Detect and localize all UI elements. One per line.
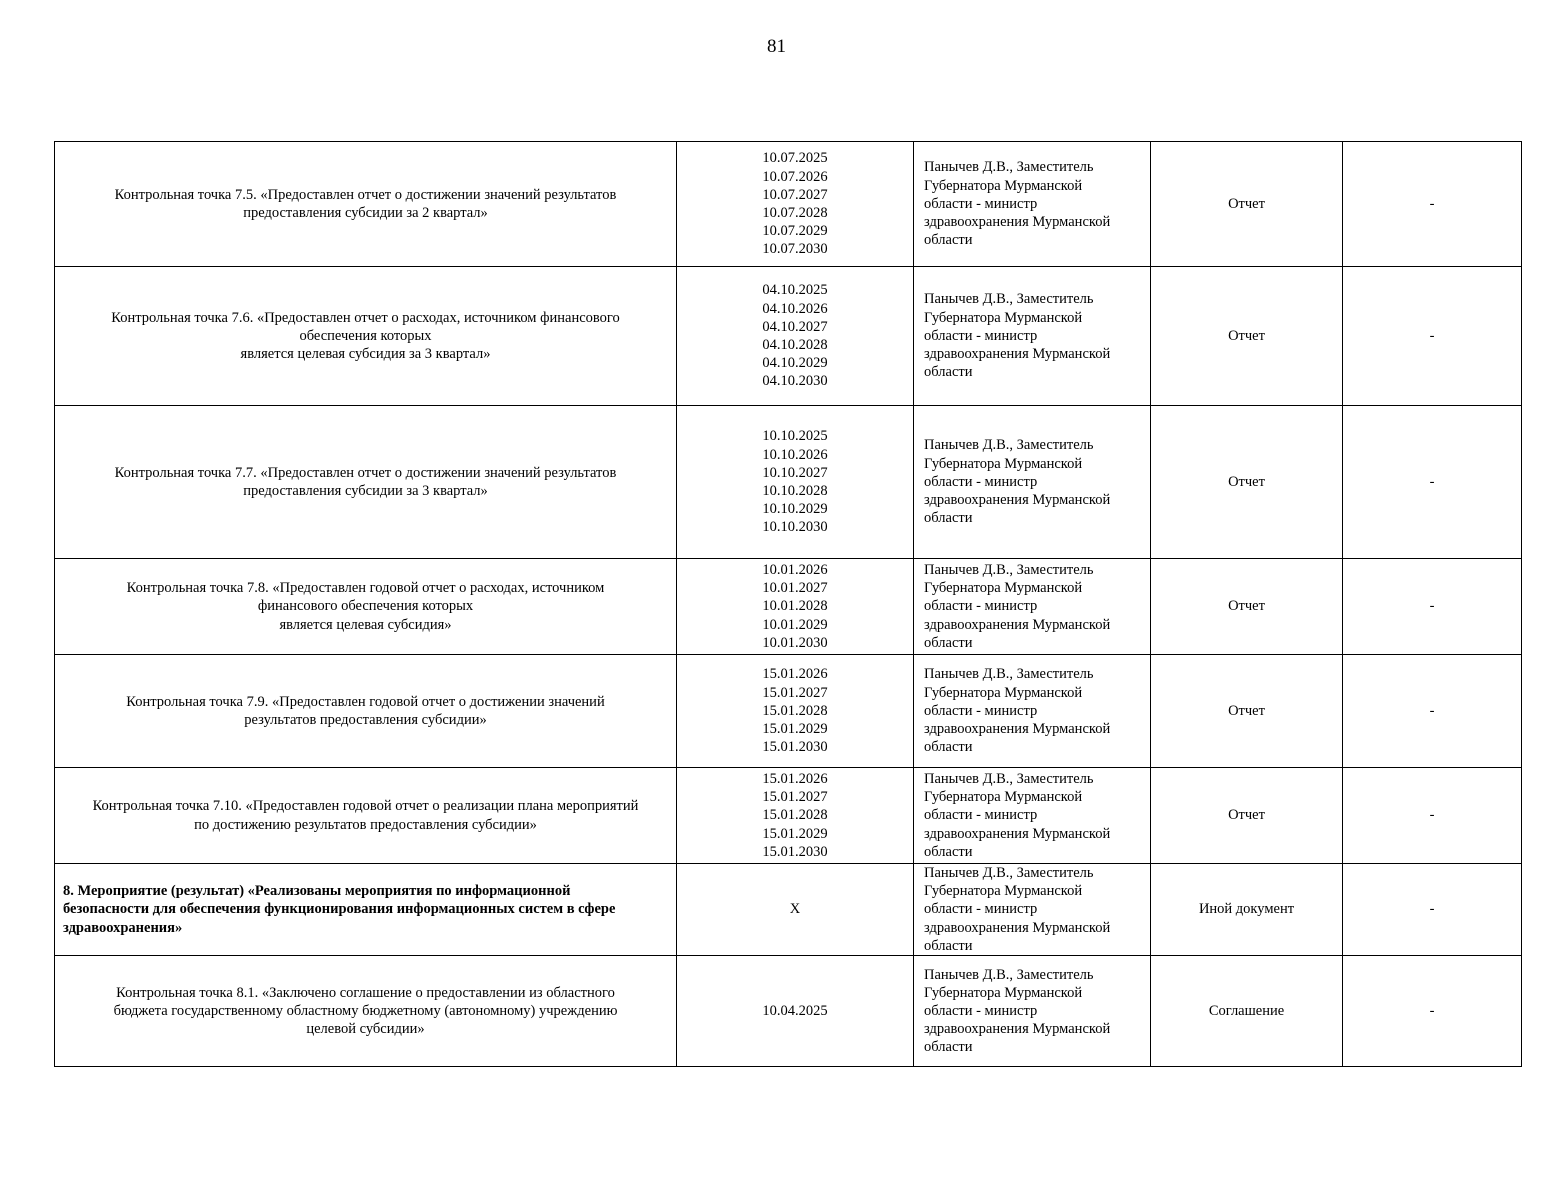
document-type: Отчет bbox=[1151, 655, 1343, 768]
responsible-line: Панычев Д.В., Заместитель bbox=[924, 561, 1094, 578]
table-row bbox=[55, 956, 1522, 1067]
responsible-line: Панычев Д.В., Заместитель bbox=[924, 966, 1094, 983]
responsible-line: здравоохранения Мурманской bbox=[924, 616, 1111, 633]
deadline-date: 15.01.2029 bbox=[762, 825, 828, 842]
responsible-line: области bbox=[924, 364, 973, 381]
deadline-date: 04.10.2025 bbox=[762, 282, 828, 299]
responsible-line: Панычев Д.В., Заместитель bbox=[924, 291, 1094, 308]
info-system: - bbox=[1343, 956, 1522, 1067]
deadline-dates bbox=[677, 142, 914, 267]
table-row bbox=[55, 768, 1522, 864]
table-row bbox=[55, 406, 1522, 559]
deadline-date: 10.07.2025 bbox=[762, 150, 828, 167]
responsible-line: области - министр bbox=[924, 702, 1038, 719]
responsible-line: Губернатора Мурманской bbox=[924, 580, 1083, 597]
responsible-line: области bbox=[924, 843, 973, 860]
responsible-person bbox=[914, 864, 1151, 956]
name-line: является целевая субсидия за 3 квартал» bbox=[240, 346, 491, 363]
responsible-line: области - министр bbox=[924, 327, 1038, 344]
responsible-line: области bbox=[924, 937, 973, 954]
document-type: Иной документ bbox=[1151, 864, 1343, 956]
responsible-person bbox=[914, 406, 1151, 559]
responsible-line: Губернатора Мурманской bbox=[924, 177, 1083, 194]
deadline-date: 15.01.2026 bbox=[762, 666, 828, 683]
responsible-line: Губернатора Мурманской bbox=[924, 789, 1083, 806]
deadline-date: 10.07.2030 bbox=[762, 241, 828, 258]
control-point-name bbox=[55, 559, 677, 655]
name-line: финансового обеспечения которых bbox=[257, 598, 474, 615]
document-type: Отчет bbox=[1151, 267, 1343, 406]
deadline-date: 15.01.2027 bbox=[762, 789, 828, 806]
deadline-dates bbox=[677, 864, 914, 956]
responsible-line: области - министр bbox=[924, 807, 1038, 824]
responsible-line: области bbox=[924, 510, 973, 527]
deadline-date: 04.10.2030 bbox=[762, 373, 828, 390]
responsible-line: здравоохранения Мурманской bbox=[924, 919, 1111, 936]
responsible-line: здравоохранения Мурманской bbox=[924, 492, 1111, 509]
deadline-date: 10.10.2029 bbox=[762, 501, 828, 518]
deadline-dates bbox=[677, 655, 914, 768]
name-line: Контрольная точка 7.8. «Предоставлен годовой отчет о расходах, источником bbox=[126, 580, 605, 597]
deadline-date: 15.01.2029 bbox=[762, 721, 828, 738]
responsible-line: здравоохранения Мурманской bbox=[924, 721, 1111, 738]
control-point-name bbox=[55, 655, 677, 768]
deadline-date: 15.01.2027 bbox=[762, 684, 828, 701]
responsible-line: области - министр bbox=[924, 598, 1038, 615]
deadline-date: 04.10.2026 bbox=[762, 300, 828, 317]
control-point-name bbox=[55, 267, 677, 406]
deadline-date: 15.01.2030 bbox=[762, 739, 828, 756]
deadline-dates bbox=[677, 956, 914, 1067]
deadline-date: 10.07.2027 bbox=[762, 186, 828, 203]
deadline-date: 10.10.2025 bbox=[762, 428, 828, 445]
deadline-dates bbox=[677, 406, 914, 559]
responsible-line: области bbox=[924, 232, 973, 249]
name-line: здравоохранения» bbox=[63, 919, 183, 936]
deadline-date: 10.07.2026 bbox=[762, 168, 828, 185]
event-result-name bbox=[55, 864, 677, 956]
responsible-person bbox=[914, 655, 1151, 768]
name-line: безопасности для обеспечения функционирования информационных систем в сфере bbox=[63, 901, 616, 918]
info-system: - bbox=[1343, 559, 1522, 655]
deadline-dates bbox=[677, 768, 914, 864]
deadline-date: 04.10.2028 bbox=[762, 337, 828, 353]
responsible-person bbox=[914, 768, 1151, 864]
responsible-line: здравоохранения Мурманской bbox=[924, 214, 1111, 231]
document-type: Отчет bbox=[1151, 559, 1343, 655]
info-system: - bbox=[1343, 864, 1522, 956]
deadline-date: 10.01.2027 bbox=[762, 580, 828, 597]
deadline-date: 10.07.2029 bbox=[762, 223, 828, 240]
name-line: целевой субсидии» bbox=[306, 1021, 425, 1038]
responsible-line: Губернатора Мурманской bbox=[924, 984, 1083, 1001]
name-line: Контрольная точка 8.1. «Заключено соглашение о предоставлении из областного bbox=[116, 984, 615, 1001]
deadline-date: 10.01.2029 bbox=[762, 616, 828, 633]
responsible-line: Губернатора Мурманской bbox=[924, 309, 1083, 326]
name-line: Контрольная точка 7.7. «Предоставлен отчет о достижении значений результатов bbox=[114, 464, 617, 481]
responsible-line: здравоохранения Мурманской bbox=[924, 1021, 1111, 1038]
name-line: бюджета государственному областному бюджетному (автономному) учреждению bbox=[113, 1002, 618, 1019]
responsible-line: Губернатора Мурманской bbox=[924, 883, 1083, 900]
table-body bbox=[55, 142, 1522, 1067]
responsible-line: области - министр bbox=[924, 195, 1038, 212]
name-line: Контрольная точка 7.6. «Предоставлен отчет о расходах, источником финансового bbox=[111, 309, 620, 326]
responsible-line: Панычев Д.В., Заместитель bbox=[924, 770, 1094, 787]
name-line: 8. Мероприятие (результат) «Реализованы мероприятия по информационной bbox=[63, 883, 571, 900]
name-line: предоставления субсидии за 2 квартал» bbox=[243, 205, 488, 221]
deadline-date: 15.01.2028 bbox=[762, 807, 828, 824]
responsible-line: области bbox=[924, 1039, 973, 1056]
deadline-date: 15.01.2028 bbox=[762, 702, 828, 719]
responsible-line: Панычев Д.В., Заместитель bbox=[924, 666, 1094, 683]
responsible-line: Панычев Д.В., Заместитель bbox=[924, 865, 1094, 881]
name-line: Контрольная точка 7.5. «Предоставлен отчет о достижении значений результатов bbox=[114, 186, 617, 203]
deadline-date: 10.10.2027 bbox=[762, 464, 828, 481]
document-type: Отчет bbox=[1151, 768, 1343, 864]
name-line: Контрольная точка 7.9. «Предоставлен годовой отчет о достижении значений bbox=[126, 693, 605, 710]
responsible-line: области - министр bbox=[924, 901, 1038, 918]
responsible-person bbox=[914, 956, 1151, 1067]
responsible-line: Губернатора Мурманской bbox=[924, 455, 1083, 472]
name-line: является целевая субсидия» bbox=[279, 616, 452, 633]
table-row bbox=[55, 864, 1522, 956]
responsible-line: Губернатора Мурманской bbox=[924, 684, 1083, 701]
deadline-date: X bbox=[789, 901, 801, 918]
info-system: - bbox=[1343, 655, 1522, 768]
info-system: - bbox=[1343, 768, 1522, 864]
info-system: - bbox=[1343, 142, 1522, 267]
name-line: Контрольная точка 7.10. «Предоставлен годовой отчет о реализации плана мероприятий bbox=[92, 798, 639, 815]
deadline-date: 10.01.2030 bbox=[762, 634, 828, 651]
table-row bbox=[55, 655, 1522, 768]
page-number: 81 bbox=[767, 36, 786, 57]
responsible-person bbox=[914, 559, 1151, 655]
deadline-date: 15.01.2026 bbox=[762, 770, 828, 787]
control-point-name bbox=[55, 768, 677, 864]
deadline-date: 10.10.2030 bbox=[762, 519, 828, 536]
control-point-name bbox=[55, 956, 677, 1067]
control-points-table bbox=[54, 141, 1522, 1067]
name-line: обеспечения которых bbox=[299, 327, 432, 344]
deadline-date: 10.01.2028 bbox=[762, 598, 828, 615]
info-system: - bbox=[1343, 406, 1522, 559]
table-row bbox=[55, 559, 1522, 655]
table-row bbox=[55, 142, 1522, 267]
deadline-date: 10.10.2026 bbox=[762, 446, 828, 463]
table-row bbox=[55, 267, 1522, 406]
responsible-line: области - министр bbox=[924, 1002, 1038, 1019]
deadline-date: 10.01.2026 bbox=[762, 561, 828, 578]
responsible-line: здравоохранения Мурманской bbox=[924, 825, 1111, 842]
responsible-line: Панычев Д.В., Заместитель bbox=[924, 159, 1094, 176]
deadline-dates bbox=[677, 559, 914, 655]
responsible-line: здравоохранения Мурманской bbox=[924, 346, 1111, 363]
responsible-person bbox=[914, 267, 1151, 406]
responsible-line: области bbox=[924, 739, 973, 756]
responsible-person bbox=[914, 142, 1151, 267]
deadline-date: 10.04.2025 bbox=[762, 1002, 828, 1019]
deadline-date: 10.07.2028 bbox=[762, 205, 828, 221]
responsible-line: Панычев Д.В., Заместитель bbox=[924, 437, 1094, 454]
name-line: предоставления субсидии за 3 квартал» bbox=[243, 483, 488, 499]
document-type: Отчет bbox=[1151, 142, 1343, 267]
info-system: - bbox=[1343, 267, 1522, 406]
document-type: Отчет bbox=[1151, 406, 1343, 559]
deadline-date: 04.10.2029 bbox=[762, 355, 828, 372]
deadline-dates bbox=[677, 267, 914, 406]
name-line: по достижению результатов предоставления субсидии» bbox=[194, 816, 537, 833]
responsible-line: области bbox=[924, 634, 973, 651]
control-point-name bbox=[55, 406, 677, 559]
responsible-line: области - министр bbox=[924, 473, 1038, 490]
deadline-date: 10.10.2028 bbox=[762, 483, 828, 499]
deadline-date: 15.01.2030 bbox=[762, 843, 828, 860]
name-line: результатов предоставления субсидии» bbox=[244, 712, 487, 728]
deadline-date: 04.10.2027 bbox=[762, 318, 828, 335]
control-point-name bbox=[55, 142, 677, 267]
document-type: Соглашение bbox=[1151, 956, 1343, 1067]
